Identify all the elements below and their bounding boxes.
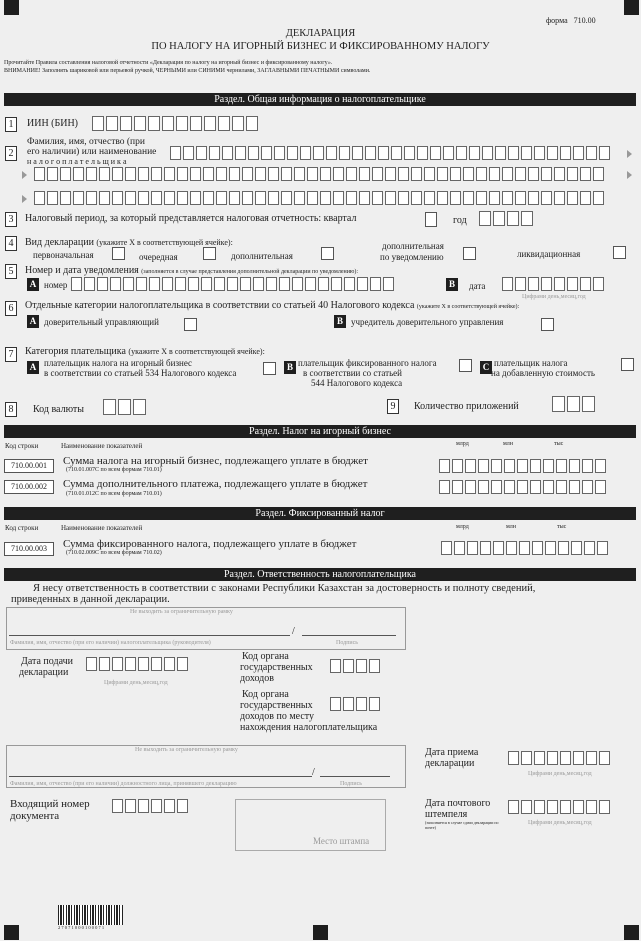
section-gambling-tax: Раздел. Налог на игорный бизнес — [4, 425, 636, 438]
row-7-a-marker: A — [27, 361, 39, 374]
units-tys: тыс — [554, 441, 564, 447]
row-1-label: ИИН (БИН) — [27, 118, 79, 129]
decl-type-additional-checkbox[interactable] — [321, 247, 334, 260]
submit-date-label-1: Дата подачи — [21, 656, 74, 667]
title-line-1: ДЕКЛАРАЦИЯ — [285, 28, 356, 39]
official-name-line[interactable] — [9, 776, 312, 777]
name-cells-row-3[interactable] — [34, 191, 604, 205]
row-3-number: 3 — [5, 212, 17, 227]
row-6-hint: (укажите Х в соответствующей ячейке): — [416, 304, 520, 310]
notice-date-hint: Цифрами день,месяц,год — [522, 294, 586, 300]
official-sign-line[interactable] — [320, 776, 390, 777]
row-3-label: Налоговый период, за который представляется налоговая отчетность: квартал — [25, 213, 357, 224]
row-5-label — [25, 265, 358, 277]
notice-number-cells[interactable] — [71, 277, 394, 291]
column-code-header-2: Код строки — [5, 524, 39, 532]
row-7-hint: (укажите Х в соответствующей ячейке): — [128, 347, 265, 356]
incoming-number-label-1: Входящий номер — [10, 798, 90, 810]
submit-date-cells[interactable] — [86, 657, 188, 671]
official-frame-hint: Не выходить за ограничительную рамку — [135, 747, 238, 753]
row-5-number: 5 — [5, 264, 17, 279]
row-6-title: Отдельные категории налогоплательщика в соответствии со статьей 40 Налогового кодекса — [25, 300, 415, 311]
attachments-count-label: Количество приложений — [414, 401, 519, 412]
column-name-header: Наименование показателей — [61, 442, 143, 450]
stamp-label: Место штампа — [313, 836, 370, 846]
row-5-a-marker: A — [27, 278, 39, 291]
units-tys-2: тыс — [557, 524, 567, 530]
row-5-hint: (заполняется в случае представления дополнительной декларации по уведомлению): — [141, 269, 359, 275]
row-5-b-marker: B — [446, 278, 458, 291]
section-general-info: Раздел. Общая информация о налогоплательщике — [4, 93, 636, 106]
form-id: форма 710.00 — [546, 16, 596, 25]
row-2-number: 2 — [5, 146, 17, 161]
section-fixed-tax: Раздел. Фиксированный налог — [4, 507, 636, 520]
currency-code-label: Код валюты — [33, 404, 85, 415]
row-6-number-box: 6 — [5, 301, 17, 316]
decl-type-liquidation-label: ликвидационная — [517, 249, 581, 259]
row-9-number: 9 — [387, 399, 399, 414]
row-4-title: Вид декларации — [25, 237, 94, 248]
line-002-amount-cells[interactable] — [439, 480, 606, 494]
row-4-label — [25, 237, 233, 248]
submit-date-label-2: декларации — [19, 667, 69, 678]
year-cells[interactable] — [479, 211, 533, 226]
taxpayer-sign-hint: Подпись — [336, 640, 359, 646]
submit-date-hint: Цифрами день,месяц,год — [104, 680, 168, 686]
signature-frame-hint: Не выходить за ограничительную рамку — [130, 609, 233, 615]
notice-number-label: номер — [44, 280, 68, 290]
row-7-label — [25, 346, 265, 357]
row-1-number: 1 — [5, 117, 17, 132]
row-6-label — [25, 300, 635, 312]
line-002-code: 710.00.002 — [4, 480, 54, 494]
postal-date-label-2: штемпеля — [425, 809, 468, 820]
location-organ-label-3: доходов по месту — [240, 711, 315, 722]
postal-date-small: (заполняется в случае сдачи декларации по почте) — [425, 820, 499, 830]
row-2-label-3: н а л о г о п л а т е л ь щ и к а — [27, 157, 127, 166]
year-label: год — [453, 215, 467, 226]
organ-code-label-2: государственных — [240, 662, 313, 673]
line-003-sublabel: (710.02.009С по всем формам 710.02) — [66, 550, 162, 556]
postal-date-cells[interactable] — [508, 800, 610, 814]
decl-type-notice-checkbox[interactable] — [463, 247, 476, 260]
units-mlrd: млрд — [456, 441, 469, 447]
fixed-tax-payer-label-3: 544 Налогового кодекса — [311, 378, 403, 388]
row-7-number-box: 7 — [5, 347, 17, 362]
arrow-right-icon — [627, 150, 632, 158]
line-003-label: Сумма фиксированного налога, подлежащего уплате в бюджет — [63, 538, 357, 550]
organ-code-label-3: доходов — [240, 673, 274, 684]
row-8-number: 8 — [5, 402, 17, 417]
line-001-code: 710.00.001 — [4, 459, 54, 473]
corner-marker-top-right — [624, 0, 639, 15]
vat-payer-label-2: на добавленную стоимость — [491, 368, 596, 378]
row-7-b-marker: B — [284, 361, 296, 374]
incoming-number-cells[interactable] — [112, 799, 188, 813]
location-organ-label-2: государственных — [240, 700, 313, 711]
gambling-payer-label-1: плательщик налога на игорный бизнес — [44, 358, 193, 368]
currency-code-cells[interactable] — [103, 399, 146, 415]
taxpayer-name-hint: Фамилия, имя, отчество (при его наличии) налогоплательщика (руководителя) — [10, 640, 211, 646]
responsibility-text-1: Я несу ответственность в соответствии с законами Республики Казахстан за достоверность и полноту сведений, — [33, 583, 536, 594]
incoming-number-label-2: документа — [10, 810, 60, 822]
barcode — [58, 905, 123, 925]
trust-founder-label: учредитель доверительного управления — [351, 317, 504, 327]
row-2-label-2: его наличии) или наименование — [27, 147, 157, 157]
line-001-sublabel: (710.01.007С по всем формам 710.01) — [66, 467, 162, 473]
taxpayer-name-line[interactable] — [9, 635, 290, 636]
receipt-date-cells[interactable] — [508, 751, 610, 765]
column-name-header-2: Наименование показателей — [61, 524, 143, 532]
decl-type-initial-label: первоначальная — [33, 250, 94, 260]
row-4-number: 4 — [5, 236, 17, 251]
organ-code-cells[interactable] — [330, 659, 380, 673]
notice-date-cells[interactable] — [502, 277, 604, 291]
fixed-tax-payer-label-1: плательщик фиксированного налога — [298, 358, 437, 368]
notice-date-label: дата — [469, 281, 486, 291]
decl-type-additional-label: дополнительная — [231, 251, 293, 261]
decl-type-regular-checkbox[interactable] — [203, 247, 216, 260]
section-responsibility: Раздел. Ответственность налогоплательщика — [4, 568, 636, 581]
separator-slash-2: / — [312, 767, 315, 778]
separator-slash: / — [292, 626, 295, 637]
location-organ-label-4: нахождения налогоплательщика — [240, 722, 378, 733]
decl-type-notice-label-2: по уведомлению — [380, 252, 444, 262]
gambling-payer-checkbox[interactable] — [263, 362, 276, 375]
column-code-header: Код строки — [5, 442, 39, 450]
row-6-a-marker-box: A — [27, 315, 39, 328]
taxpayer-sign-line[interactable] — [302, 635, 396, 636]
units-mln: млн — [503, 441, 514, 447]
receipt-date-label-2: декларации — [425, 758, 475, 769]
row-4-hint: (укажите Х в соответствующей ячейке): — [96, 238, 233, 247]
row-7-c-marker: C — [480, 361, 492, 374]
corner-marker-bottom-mid — [313, 925, 328, 940]
location-organ-cells[interactable] — [330, 697, 380, 711]
official-name-hint: Фамилия, имя, отчество (при его наличии) должностного лица, принявшего декларацию — [10, 781, 237, 787]
trust-manager-checkbox[interactable] — [184, 318, 197, 331]
gambling-payer-label-2: в соответствии со статьей 534 Налогового кодекса — [44, 368, 237, 378]
postal-date-label-1: Дата почтового — [425, 798, 491, 809]
decl-type-regular-label: очередная — [139, 252, 178, 262]
title-line-2: ПО НАЛОГУ НА ИГОРНЫЙ БИЗНЕС И ФИКСИРОВАННОМУ НАЛОГУ — [151, 41, 490, 52]
name-cells-row-2[interactable] — [34, 167, 604, 181]
decl-type-notice-label-1: дополнительная — [382, 241, 444, 251]
row-2-label-1: Фамилия, имя, отчество (при — [27, 137, 145, 147]
decl-type-liquidation-checkbox[interactable] — [613, 246, 626, 259]
receipt-date-label-1: Дата приема — [425, 747, 479, 758]
responsibility-text-2: приведенных в данной декларации. — [11, 594, 170, 605]
decl-type-initial-checkbox[interactable] — [112, 247, 125, 260]
arrow-right-icon — [22, 171, 27, 179]
corner-marker-bottom-left — [4, 925, 19, 940]
row-7-title: Категория плательщика — [25, 346, 126, 357]
arrow-right-icon — [627, 171, 632, 179]
trust-founder-checkbox[interactable] — [541, 318, 554, 331]
instruction-2: ВНИМАНИЕ! Заполнять шариковой или перьевой ручкой, ЧЕРНЫМИ или СИНИМИ чернилами, ЗАГЛАВНЫМИ ПЕЧАТНЫМИ символами. — [4, 68, 371, 74]
fixed-tax-payer-checkbox[interactable] — [459, 359, 472, 372]
vat-payer-checkbox[interactable] — [621, 358, 634, 371]
attachments-count-cells[interactable] — [552, 396, 595, 412]
postal-date-hint: Цифрами день,месяц,год — [528, 820, 592, 826]
trust-manager-label: доверительный управляющий — [44, 317, 159, 327]
line-003-code: 710.00.003 — [4, 542, 54, 556]
location-organ-label-1: Код органа — [242, 689, 289, 700]
organ-code-label-1: Код органа — [242, 651, 289, 662]
row-5-title: Номер и дата уведомления — [25, 265, 139, 276]
line-002-sublabel: (710.01.012С по всем формам 710.01) — [66, 491, 162, 497]
official-sign-hint: Подпись — [340, 781, 363, 787]
corner-marker-top-left — [4, 0, 19, 15]
arrow-right-icon — [22, 195, 27, 203]
name-cells-row-1[interactable] — [170, 146, 610, 160]
line-001-label: Сумма налога на игорный бизнес, подлежащего уплате в бюджет — [63, 455, 368, 467]
instruction-1: Прочитайте Правила составления налоговой отчетности «Декларация по налогу на игорный бизнес и фиксированному налогу». — [4, 60, 333, 66]
corner-marker-bottom-right — [624, 925, 639, 940]
vat-payer-label-1: плательщик налога — [494, 358, 568, 368]
receipt-date-hint: Цифрами день,месяц,год — [528, 771, 592, 777]
units-mln-2: млн — [506, 524, 517, 530]
quarter-cell[interactable] — [425, 212, 437, 227]
line-001-amount-cells[interactable] — [439, 459, 606, 473]
iin-bin-cells[interactable] — [92, 116, 258, 131]
fixed-tax-payer-label-2: в соответствии со статьей — [303, 368, 402, 378]
units-mlrd-2: млрд — [456, 524, 469, 530]
row-6-b-marker: B — [334, 315, 346, 328]
barcode-number: 2 7 0 7 1 0 0 0 1 0 0 0 7 1 — [58, 925, 105, 930]
line-003-amount-cells[interactable] — [441, 541, 608, 555]
line-002-label: Сумма дополнительного платежа, подлежащего уплате в бюджет — [63, 478, 368, 490]
